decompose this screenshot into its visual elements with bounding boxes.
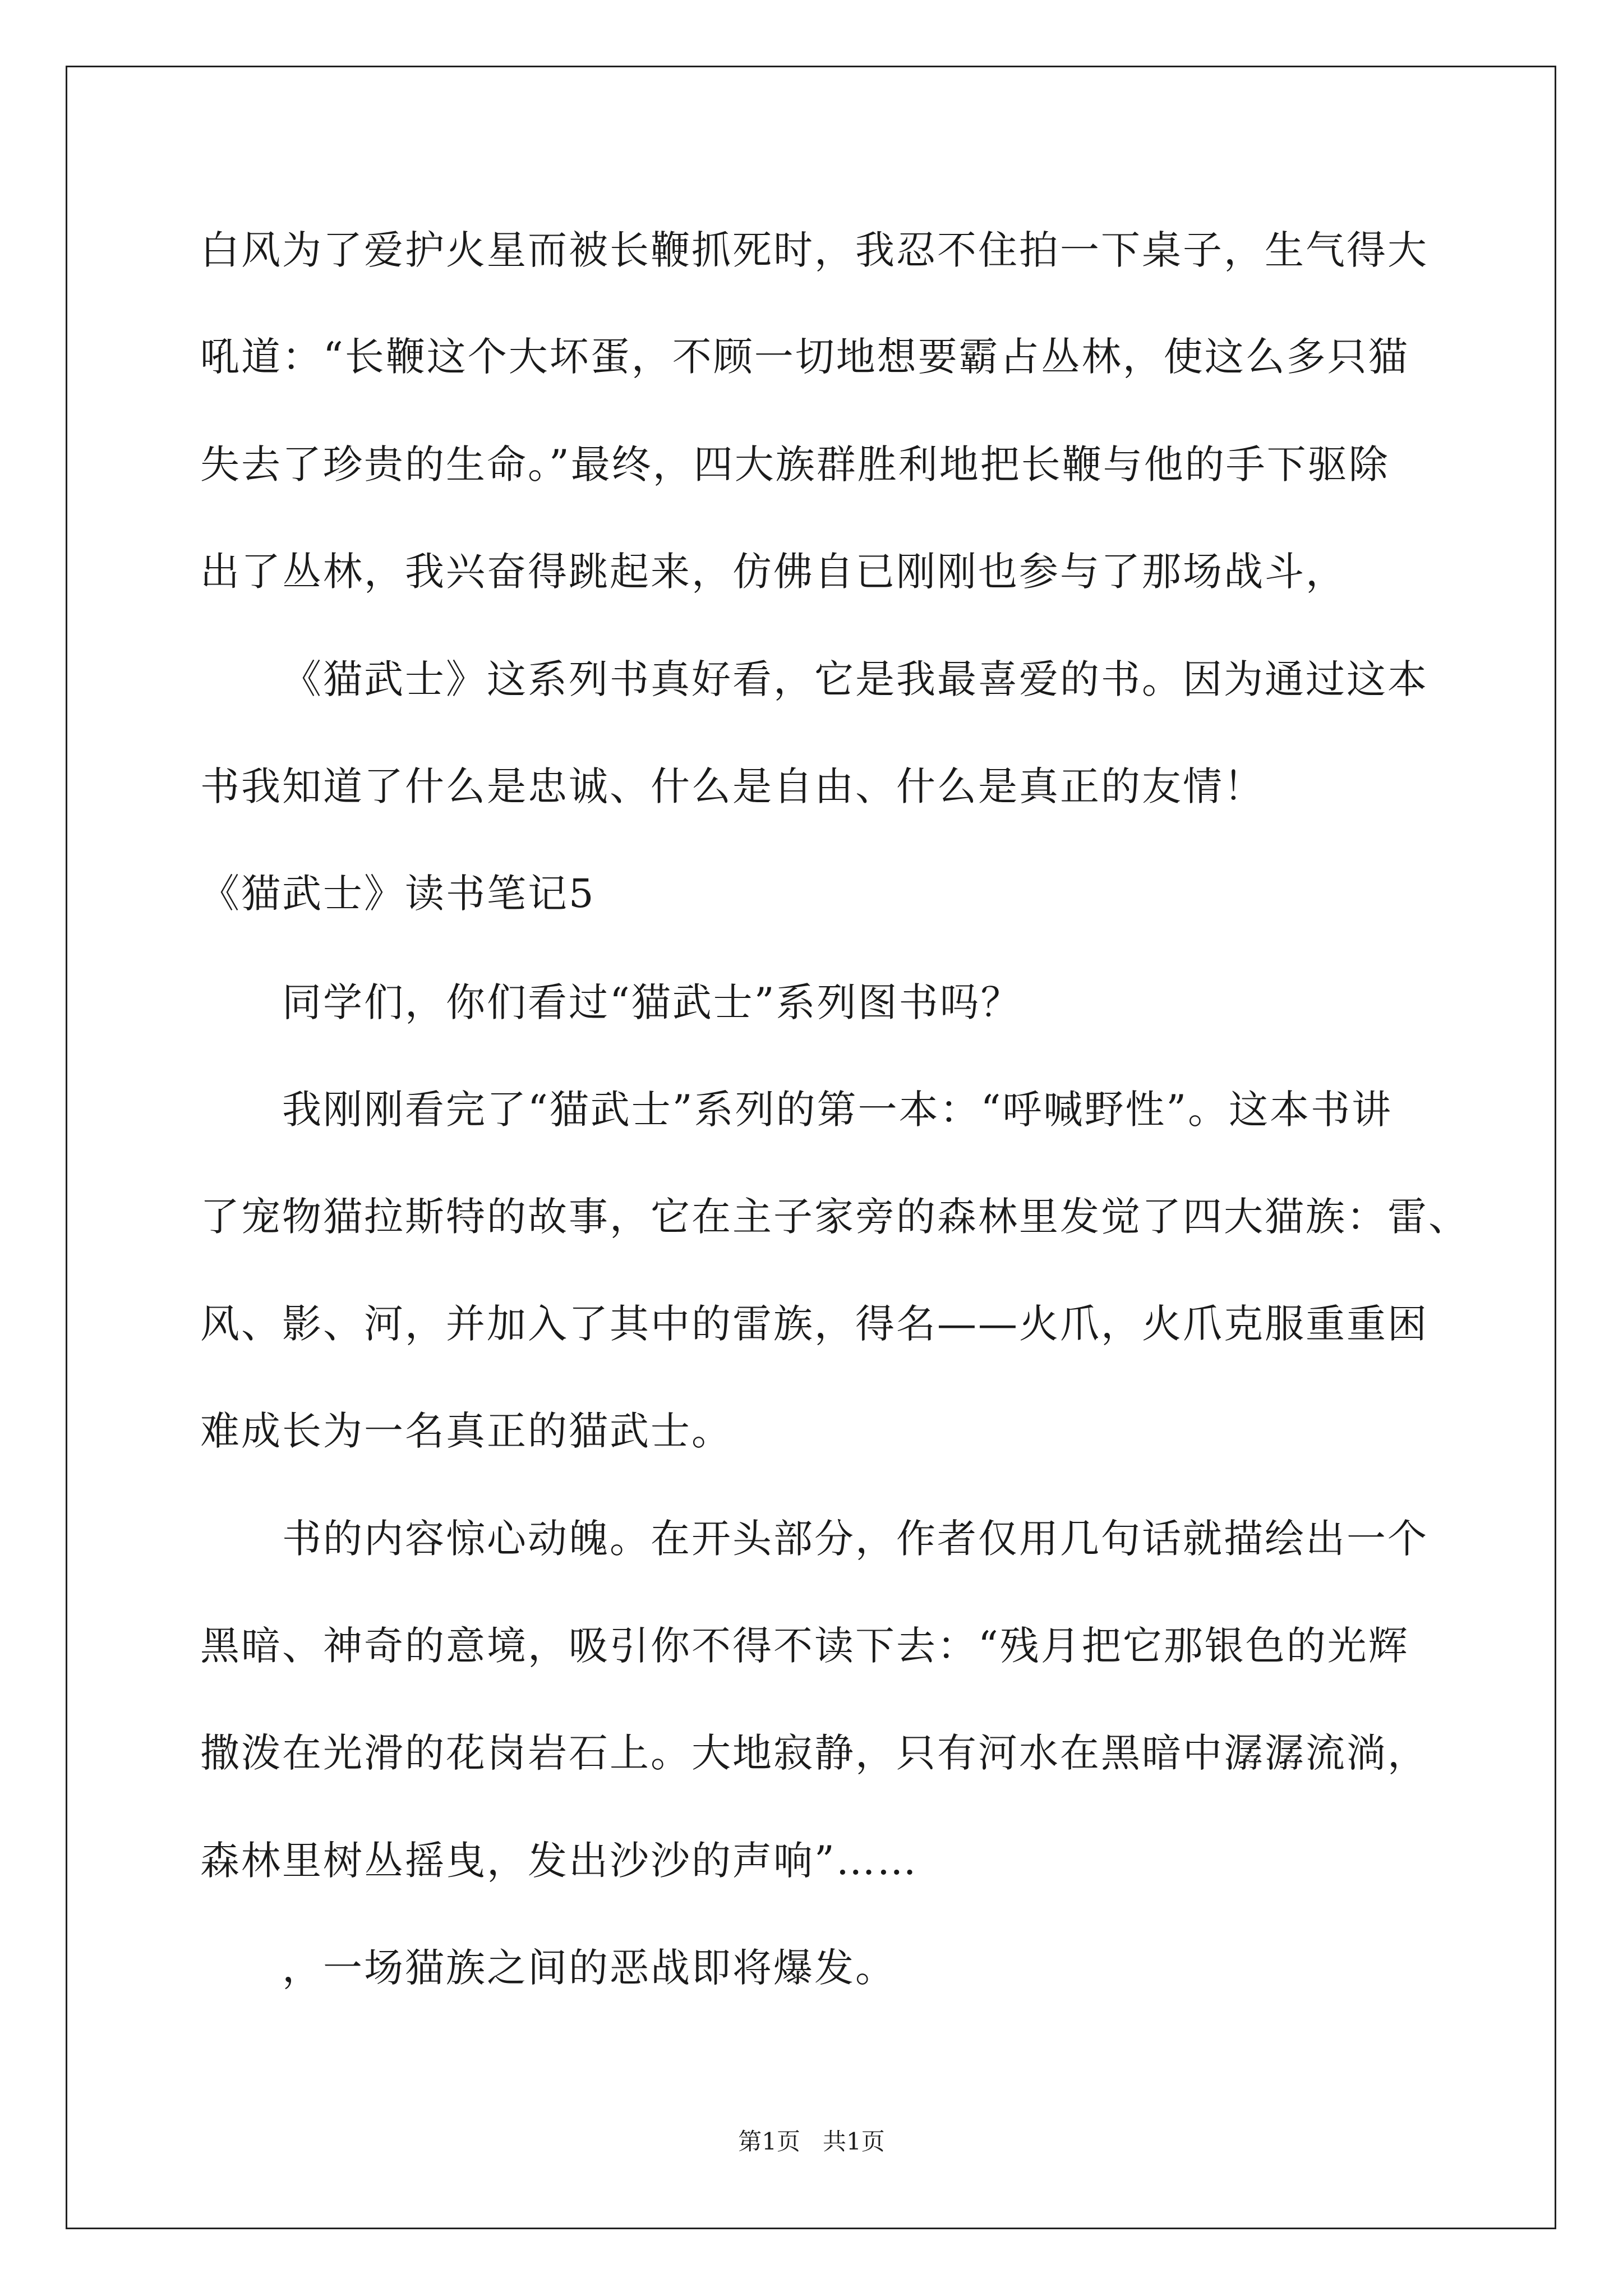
- section-heading: 《猫武士》读书笔记5: [200, 871, 596, 917]
- text-line: 难成长为一名真正的猫武士。: [200, 1408, 732, 1454]
- paragraph-start-line: ，一场猫族之间的恶战即将爆发。: [282, 1945, 896, 1991]
- text-line: 书我知道了什么是忠诚、什么是自由、什么是真正的友情！: [200, 763, 1265, 809]
- text-line: 撒泼在光滑的花岗岩石上。大地寂静，只有河水在黑暗中潺潺流淌，: [200, 1730, 1428, 1776]
- text-line: 吼道：“长鞭这个大坏蛋，不顾一切地想要霸占丛林，使这么多只猫: [200, 334, 1409, 380]
- text-line: 森林里树丛摇曳，发出沙沙的声响”……: [200, 1838, 918, 1884]
- page-border: [66, 66, 1556, 2229]
- paragraph-start-line: 同学们，你们看过“猫武士”系列图书吗？: [282, 979, 1022, 1025]
- text-line: 失去了珍贵的生命。”最终，四大族群胜利地把长鞭与他的手下驱除: [200, 441, 1390, 487]
- text-line: 出了丛林，我兴奋得跳起来，仿佛自已刚刚也参与了那场战斗，: [200, 549, 1347, 595]
- text-line: 黑暗、神奇的意境，吸引你不得不读下去：“残月把它那银色的光辉: [200, 1623, 1409, 1669]
- paragraph-start-line: 《猫武士》这系列书真好看，它是我最喜爱的书。因为通过这本: [282, 656, 1428, 702]
- page-footer: 第1页 共1页: [738, 2128, 885, 2155]
- paragraph-start-line: 书的内容惊心动魄。在开头部分，作者仅用几句话就描绘出一个: [282, 1516, 1428, 1562]
- text-line: 白风为了爱护火星而被长鞭抓死时，我忍不住拍一下桌子，生气得大: [200, 227, 1428, 273]
- paragraph-start-line: 我刚刚看完了“猫武士”系列的第一本：“呼喊野性”。这本书讲: [282, 1087, 1393, 1133]
- text-line: 了宠物猫拉斯特的故事，它在主子家旁的森林里发觉了四大猫族：雷、: [200, 1194, 1469, 1240]
- text-line: 风、影、河，并加入了其中的雷族，得名——火爪，火爪克服重重困: [200, 1301, 1428, 1347]
